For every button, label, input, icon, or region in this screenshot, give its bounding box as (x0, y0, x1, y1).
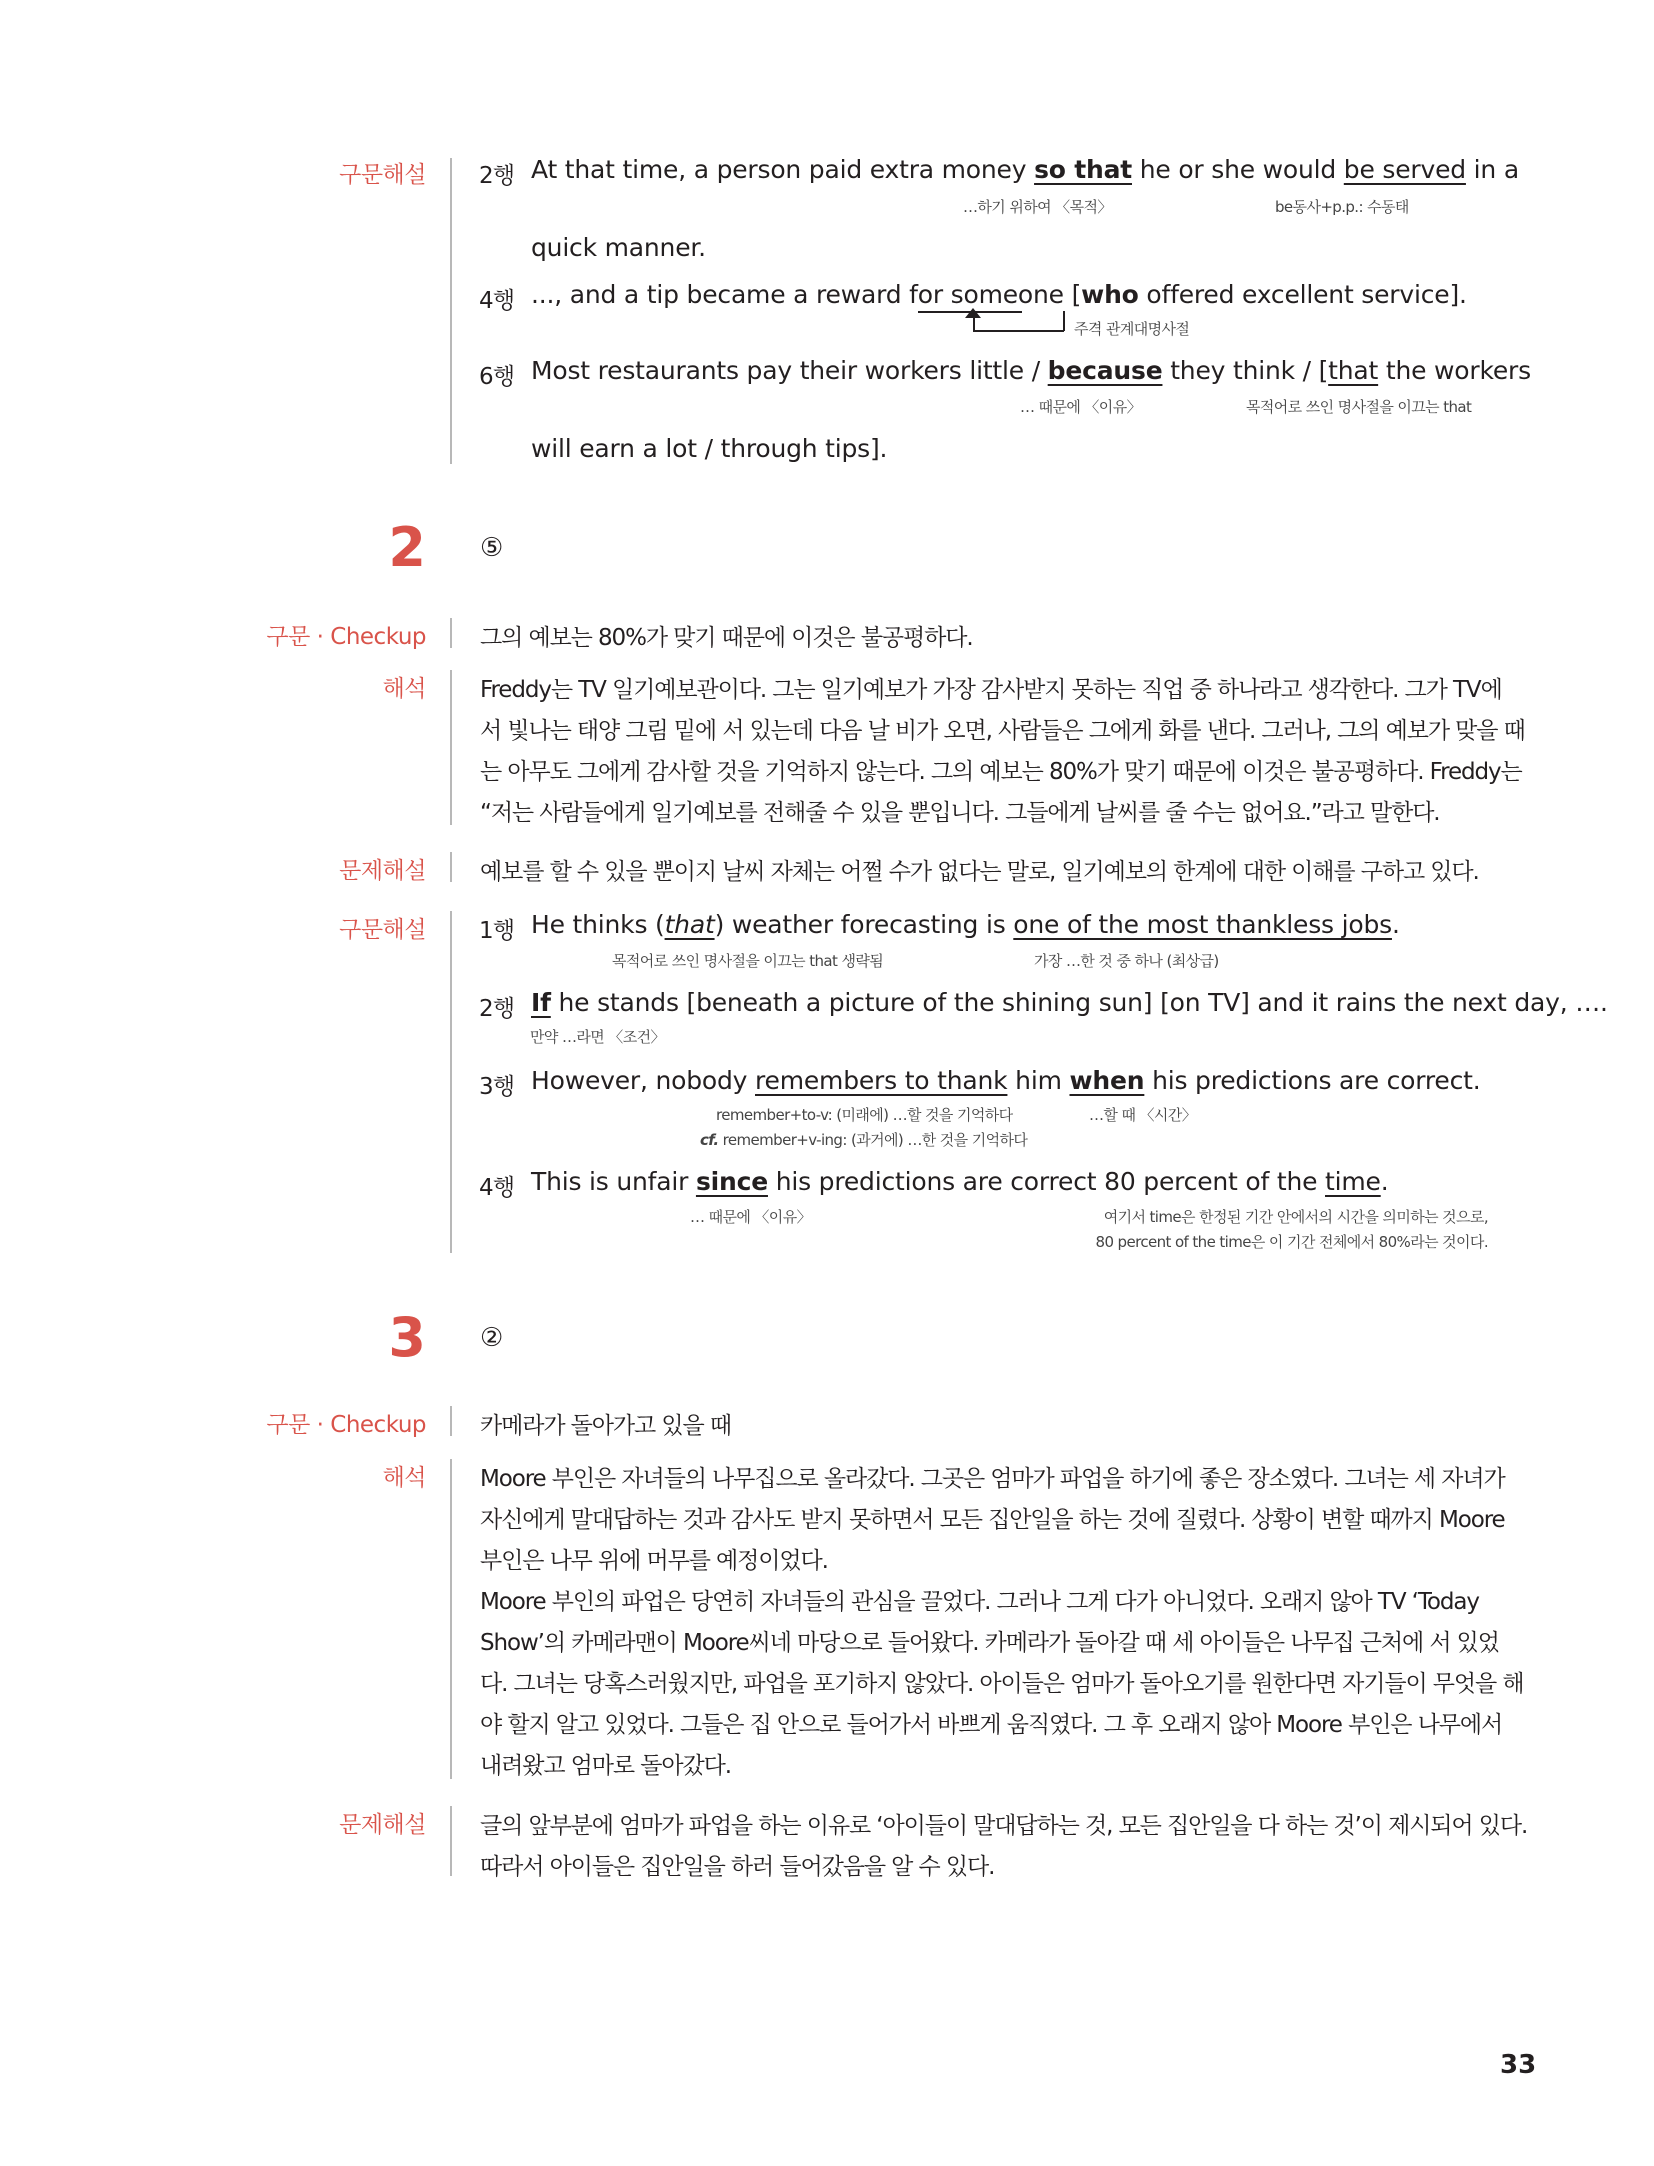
grammar-note: 여기서 time은 한정된 기간 안에서의 시간을 의미하는 것으로, (1103, 1208, 1488, 1226)
divider-rule (450, 618, 452, 648)
line-number: 4행 (479, 1175, 515, 1201)
bracket-line (973, 330, 1064, 332)
translation-line: 부인은 나무 위에 머무를 예정이었다. (480, 1548, 828, 1574)
label-syntax-2: 구문해설 (339, 917, 426, 943)
grammar-note: 80 percent of the time은 이 기간 전체에서 80%라는 것이다. (1095, 1233, 1488, 1251)
label-question: 문제해설 (339, 1812, 426, 1838)
divider-rule (450, 1459, 452, 1779)
label-checkup: 구문 · Checkup (266, 1412, 426, 1438)
divider-rule (450, 1406, 452, 1436)
translation-line: 자신에게 말대답하는 것과 감사도 받지 못하면서 모든 집안일을 하는 것에 질렸다. 상황이 변할 때까지 Moore (480, 1507, 1505, 1533)
bracket-line (1063, 311, 1065, 331)
translation-line: “저는 사람들에게 일기예보를 전해줄 수 있을 뿐입니다. 그들에게 날씨를 줄 수는 없어요.”라고 말한다. (480, 800, 1440, 826)
answer: ② (480, 1323, 504, 1353)
question-number: 2 (388, 516, 426, 579)
grammar-note: …할 때 〈시간〉 (1089, 1106, 1197, 1124)
label-translation: 해석 (382, 676, 426, 702)
question-explanation: 따라서 아이들은 집안일을 하러 들어갔음을 알 수 있다. (480, 1854, 995, 1880)
translation-line: Show’의 카메라맨이 Moore씨네 마당으로 들어왔다. 카메라가 돌아갈 때 세 아이들은 나무집 근처에 서 있었 (480, 1630, 1499, 1656)
sentence: This is unfair since his predictions are correct 80 percent of the time. (531, 1167, 1389, 1196)
grammar-note: 주격 관계대명사절 (1074, 320, 1190, 338)
line-number: 4행 (479, 288, 515, 314)
translation-line: 다. 그녀는 당혹스러웠지만, 파업을 포기하지 않았다. 아이들은 엄마가 돌아오기를 원한다면 자기들이 무엇을 해 (480, 1671, 1524, 1697)
sentence: At that time, a person paid extra money so that he or she would be served in a (531, 155, 1519, 184)
grammar-note: 목적어로 쓰인 명사절을 이끄는 that 생략됨 (612, 952, 884, 970)
sentence: ..., and a tip became a reward for someone [who offered excellent service]. (531, 280, 1467, 309)
sentence: Most restaurants pay their workers little / because they think / [that the workers (531, 356, 1531, 385)
divider-rule (450, 670, 452, 825)
sentence: will earn a lot / through tips]. (531, 434, 888, 463)
arrow-up-icon (965, 308, 981, 318)
grammar-note: … 때문에 〈이유〉 (1020, 398, 1141, 416)
question-explanation: 글의 앞부분에 엄마가 파업을 하는 이유로 ‘아이들이 말대답하는 것, 모든 집안일을 다 하는 것’이 제시되어 있다. (480, 1813, 1528, 1839)
sentence: However, nobody remembers to thank him when his predictions are correct. (531, 1066, 1481, 1095)
translation-line: Moore 부인은 자녀들의 나무집으로 올라갔다. 그곳은 엄마가 파업을 하기에 좋은 장소였다. 그녀는 세 자녀가 (480, 1466, 1505, 1492)
checkup-text: 그의 예보는 80%가 맞기 때문에 이것은 불공평하다. (480, 625, 973, 651)
line-number: 2행 (479, 996, 515, 1022)
grammar-note: …하기 위하여 〈목적〉 (963, 198, 1112, 216)
line-number: 6행 (479, 364, 515, 390)
translation-line: 내려왔고 엄마로 돌아갔다. (480, 1753, 731, 1779)
line-number: 1행 (479, 918, 515, 944)
bracket-line (973, 316, 975, 331)
translation-line: Moore 부인의 파업은 당연히 자녀들의 관심을 끌었다. 그러나 그게 다가 아니었다. 오래지 않아 TV ‘Today (480, 1589, 1479, 1615)
grammar-note: 만약 …라면 〈조건〉 (530, 1028, 665, 1046)
grammar-note: be동사+p.p.: 수동태 (1275, 198, 1409, 216)
line-number: 2행 (479, 163, 515, 189)
label-syntax-1: 구문해설 (339, 162, 426, 188)
divider-rule (450, 852, 452, 882)
grammar-note: remember+to-v: (미래에) …할 것을 기억하다 (716, 1106, 1013, 1124)
answer: ⑤ (480, 533, 504, 563)
grammar-note: 가장 …한 것 중 하나 (최상급) (1034, 952, 1219, 970)
page-number: 33 (1500, 2050, 1537, 2080)
label-translation: 해석 (382, 1465, 426, 1491)
sentence: quick manner. (531, 233, 706, 262)
translation-line: 는 아무도 그에게 감사할 것을 기억하지 않는다. 그의 예보는 80%가 맞기 때문에 이것은 불공평하다. Freddy는 (480, 759, 1522, 785)
divider-rule (450, 158, 452, 464)
question-number: 3 (388, 1306, 426, 1369)
grammar-note: … 때문에 〈이유〉 (690, 1208, 811, 1226)
translation-line: Freddy는 TV 일기예보관이다. 그는 일기예보가 가장 감사받지 못하는 직업 중 하나라고 생각한다. 그가 TV에 (480, 677, 1502, 703)
label-checkup: 구문 · Checkup (266, 624, 426, 650)
divider-rule (450, 911, 452, 1253)
divider-rule (450, 1806, 452, 1876)
translation-line: 서 빛나는 태양 그림 밑에 서 있는데 다음 날 비가 오면, 사람들은 그에게 화를 낸다. 그러나, 그의 예보가 맞을 때 (480, 718, 1525, 744)
grammar-note: cf. remember+v-ing: (과거에) …한 것을 기억하다 (700, 1131, 1028, 1149)
checkup-text: 카메라가 돌아가고 있을 때 (480, 1413, 731, 1439)
question-explanation: 예보를 할 수 있을 뿐이지 날씨 자체는 어쩔 수가 없다는 말로, 일기예보의 한계에 대한 이해를 구하고 있다. (480, 859, 1479, 885)
line-number: 3행 (479, 1074, 515, 1100)
translation-line: 야 할지 알고 있었다. 그들은 집 안으로 들어가서 바쁘게 움직였다. 그 후 오래지 않아 Moore 부인은 나무에서 (480, 1712, 1503, 1738)
sentence: He thinks (that) weather forecasting is one of the most thankless jobs. (531, 910, 1400, 939)
grammar-note: 목적어로 쓰인 명사절을 이끄는 that (1246, 398, 1472, 416)
sentence: If he stands [beneath a picture of the shining sun] [on TV] and it rains the next day, …. (531, 988, 1608, 1017)
label-question: 문제해설 (339, 858, 426, 884)
